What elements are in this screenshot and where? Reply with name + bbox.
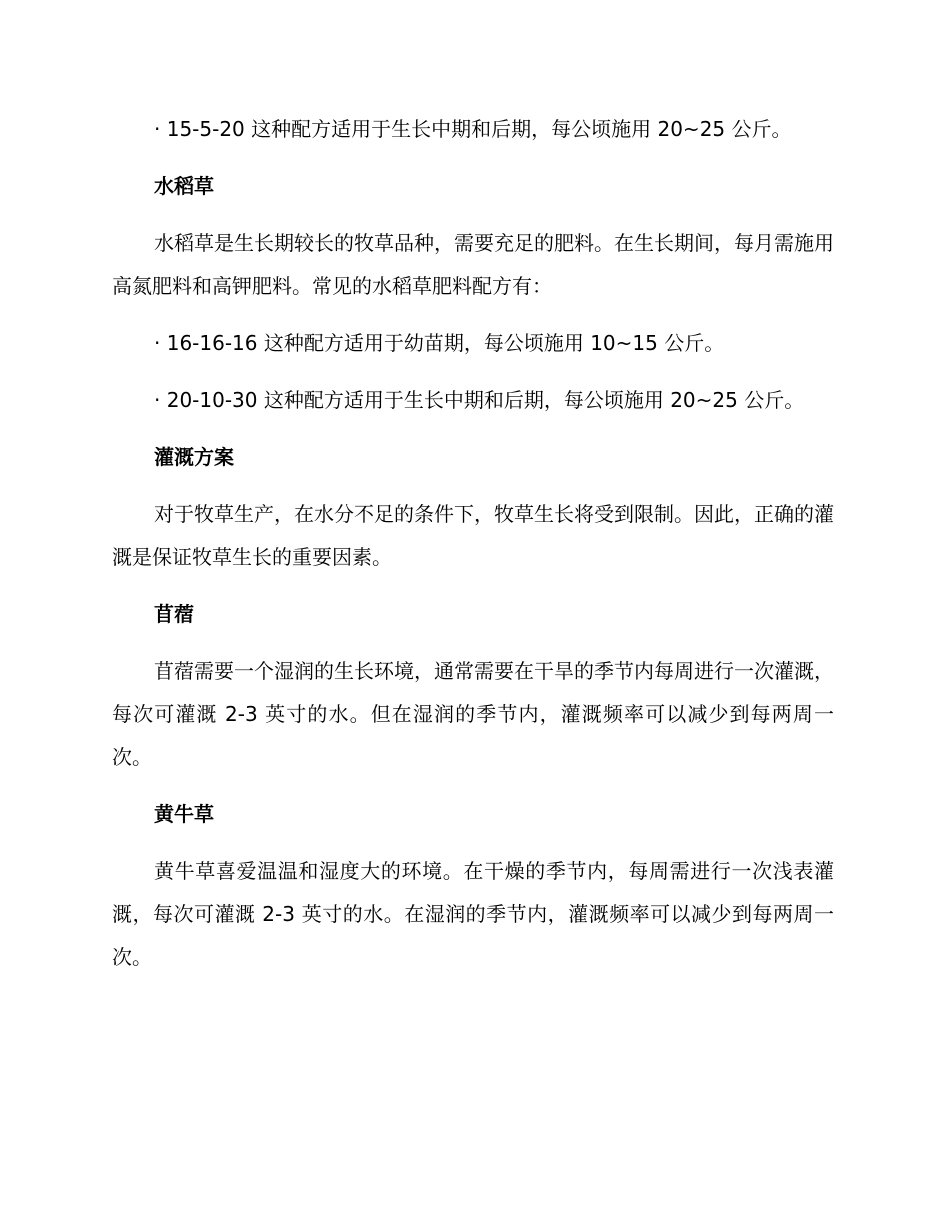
bullet-item: · 20-10-30 这种配方适用于生长中期和后期，每公顷施用 20~25 公斤。 [154,388,805,412]
section-heading-alfalfa: 苜蓿 [154,602,194,626]
document-page [112,108,834,993]
paragraph: 水稻草是生长期较长的牧草品种，需要充足的肥料。在生长期间，每月需施用高氮肥料和高钾肥料。常见的水稻草肥料配方有： [112,231,834,298]
bullet-item: · 15-5-20 这种配方适用于生长中期和后期，每公顷施用 20~25 公斤。 [154,117,792,141]
paragraph: 对于牧草生产，在水分不足的条件下，牧草生长将受到限制。因此，正确的灌溉是保证牧草生长的重要因素。 [112,502,834,569]
paragraph: 黄牛草喜爱温温和湿度大的环境。在干燥的季节内，每周需进行一次浅表灌溉，每次可灌溉 2-3 英寸的水。在湿润的季节内，灌溉频率可以减少到每两周一次。 [112,859,834,969]
section-heading-irrigation: 灌溉方案 [154,445,234,469]
bullet-item: · 16-16-16 这种配方适用于幼苗期，每公顷施用 10~15 公斤。 [154,331,725,355]
paragraph: 苜蓿需要一个湿润的生长环境，通常需要在干旱的季节内每周进行一次灌溉，每次可灌溉 2-3 英寸的水。但在湿润的季节内，灌溉频率可以减少到每两周一次。 [112,659,834,769]
section-heading-shuidaocao: 水稻草 [154,174,214,198]
section-heading-huangniucao: 黄牛草 [154,802,214,826]
